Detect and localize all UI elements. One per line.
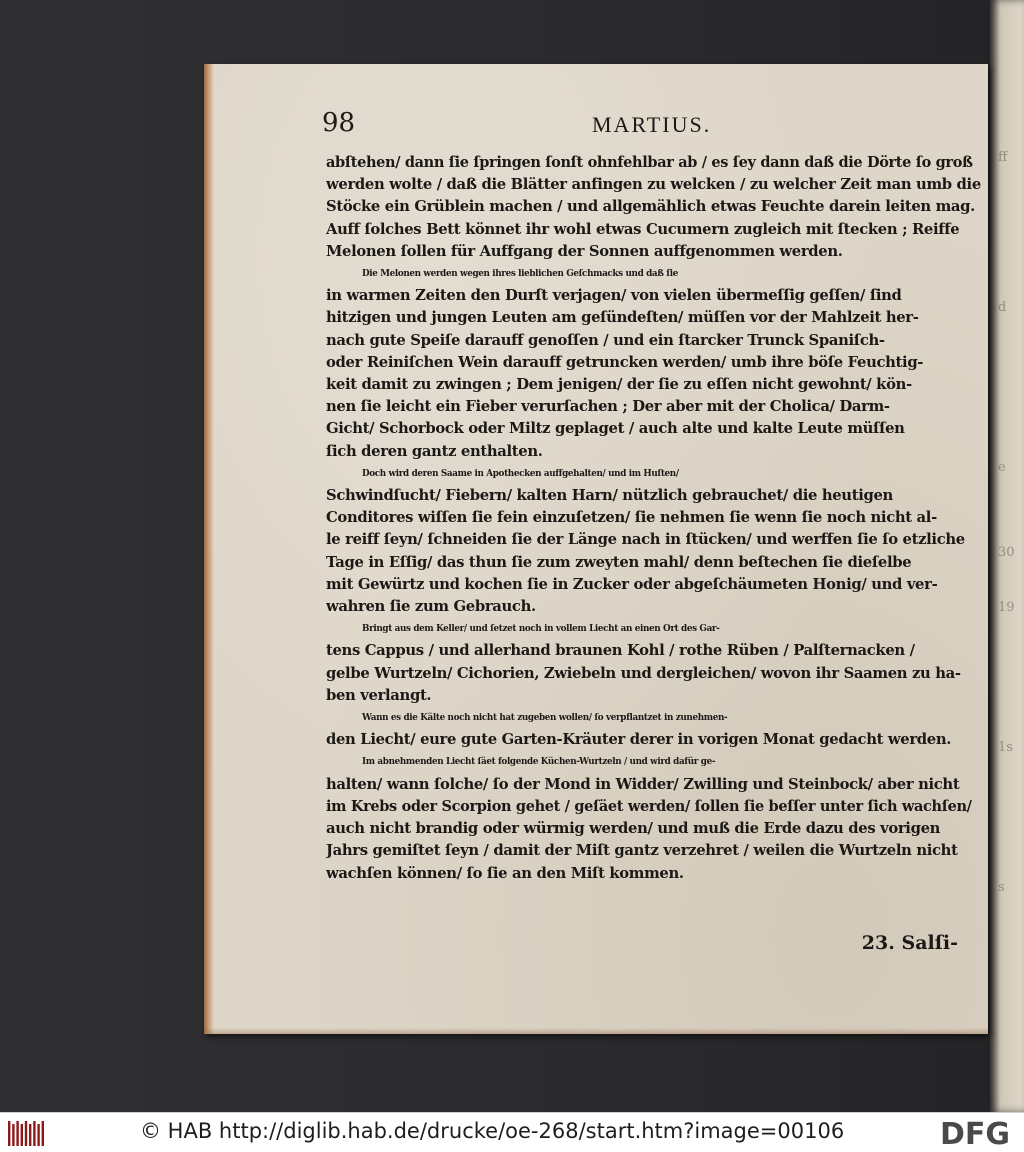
text-line: nach gute Speiſe darauff genoſſen / und ein ſtarcker Trunck Spaniſch- [326, 331, 885, 349]
text-line: Melonen ſollen für Auffgang der Sonnen auffgenommen werden. [326, 242, 843, 260]
text-line: halten/ wann ſolche/ ſo der Mond in Widder/ Zwilling und Steinbock/ aber nicht [326, 775, 960, 793]
text-line: Schwindſucht/ Fiebern/ kalten Harn/ nützlich gebrauchet/ die heutigen [326, 487, 893, 505]
citation-link[interactable]: © HAB http://diglib.hab.de/drucke/oe-268/start.htm?image=00106 [140, 1119, 845, 1143]
next-page-edge: ff d e 30 19 1s s [990, 0, 1024, 1112]
text-line: le reiff ſeyn/ ſchneiden ſie der Länge nach in ſtücken/ und werffen ſie ſo etzliche [326, 531, 965, 549]
text-line: Im abnehmenden Liecht ſäet folgende Küchen-Wurtzeln / und wird dafür ge- [362, 757, 716, 768]
text-line: Wann es die Kälte noch nicht hat zugeben wollen/ ſo verpflantzet in zunehmen- [362, 713, 728, 724]
text-line: Doch wird deren Saame in Apothecken auffgehalten/ und im Huſten/ [362, 468, 679, 479]
page-number: 98 [322, 108, 356, 138]
text-line: den Liecht/ eure gute Garten-Kräuter derer in vorigen Monat gedacht werden. [326, 731, 952, 749]
text-line: in warmen Zeiten den Durſt verjagen/ von vielen übermeſſig geſſen/ ſind [326, 287, 902, 305]
text-line: Stöcke ein Grüblein machen / und allgemählich etwas Feuchte darein leiten mag. [326, 198, 975, 216]
text-line: werden wolte / daß die Blätter anfingen zu welcken / zu welcher Zeit man umb die [326, 176, 981, 194]
paragraph [326, 463, 982, 618]
footer-bar [0, 1112, 1024, 1152]
paragraph [326, 707, 982, 751]
text-line: Jahrs gemiſtet ſeyn / damit der Miſt gantz verzehret / weilen die Wurtzeln nicht [326, 842, 958, 860]
text-line: tens Cappus / und allerhand braunen Kohl / rothe Rüben / Palſternacken / [326, 642, 915, 660]
paragraph [326, 751, 982, 884]
catchword: 23. Salſi- [861, 932, 958, 954]
text-line: Die Melonen werden wegen ihres lieblichen Geſchmacks und daß ſie [362, 269, 678, 280]
text-line: gelbe Wurtzeln/ Cichorien, Zwiebeln und dergleichen/ wovon ihr Saamen zu ha- [326, 664, 961, 682]
dfg-logo-text: DFG [939, 1118, 1011, 1148]
text-line: wachſen können/ ſo ſie an den Miſt kommen. [326, 864, 684, 882]
page-header [322, 108, 962, 144]
text-line: Auff ſolches Bett könnet ihr wohl etwas Cucumern zugleich mit ſtecken ; Reiffe [326, 220, 960, 238]
text-line: Tage in Eſſig/ das thun ſie zum zweyten mahl/ denn beſtechen ſie dieſelbe [326, 553, 912, 571]
text-line: keit damit zu zwingen ; Dem jenigen/ der ſie zu eſſen nicht gewohnt/ kön- [326, 376, 912, 394]
hab-library-logo-icon[interactable] [6, 1120, 46, 1146]
text-line: ſich deren gantz enthalten. [326, 442, 543, 460]
text-line: wahren ſie zum Gebrauch. [326, 598, 536, 616]
paragraph [326, 618, 982, 707]
book-page [204, 64, 988, 1034]
text-line: im Krebs oder Scorpion gehet / geſäet werden/ ſollen ſie beſſer unter ſich wachſen/ [326, 797, 972, 815]
text-line: Bringt aus dem Keller/ und ſetzet noch in vollem Liecht an einen Ort des Gar- [362, 624, 720, 635]
dfg-logo-icon[interactable] [932, 1118, 1018, 1148]
text-line: Gicht/ Schorbock oder Miltz geplaget / auch alte und kalte Leute müſſen [326, 420, 905, 438]
paragraph [326, 152, 982, 263]
text-line: abſtehen/ dann ſie ſpringen ſonſt ohnfehlbar ab / es ſey dann daß die Dörte ſo groß [326, 154, 973, 171]
text-line: ben verlangt. [326, 686, 432, 704]
body-text [326, 152, 982, 885]
paragraph [326, 263, 982, 463]
text-line: hitzigen und jungen Leuten am geſündeſten/ müſſen vor der Mahlzeit her- [326, 309, 919, 327]
running-head: MARTIUS. [592, 112, 712, 137]
text-line: nen ſie leicht ein Fieber verurſachen ; Der aber mit der Cholica/ Darm- [326, 398, 890, 416]
text-line: auch nicht brandig oder würmig werden/ und muß die Erde dazu des vorigen [326, 820, 941, 838]
text-line: Conditores wiſſen ſie fein einzuſetzen/ ſie nehmen ſie wenn ſie noch nicht al- [326, 509, 937, 527]
text-line: mit Gewürtz und kochen ſie in Zucker oder abgeſchäumeten Honig/ und ver- [326, 575, 938, 593]
text-line: oder Reiniſchen Wein darauff getruncken werden/ umb ihre böſe Feuchtig- [326, 353, 924, 371]
